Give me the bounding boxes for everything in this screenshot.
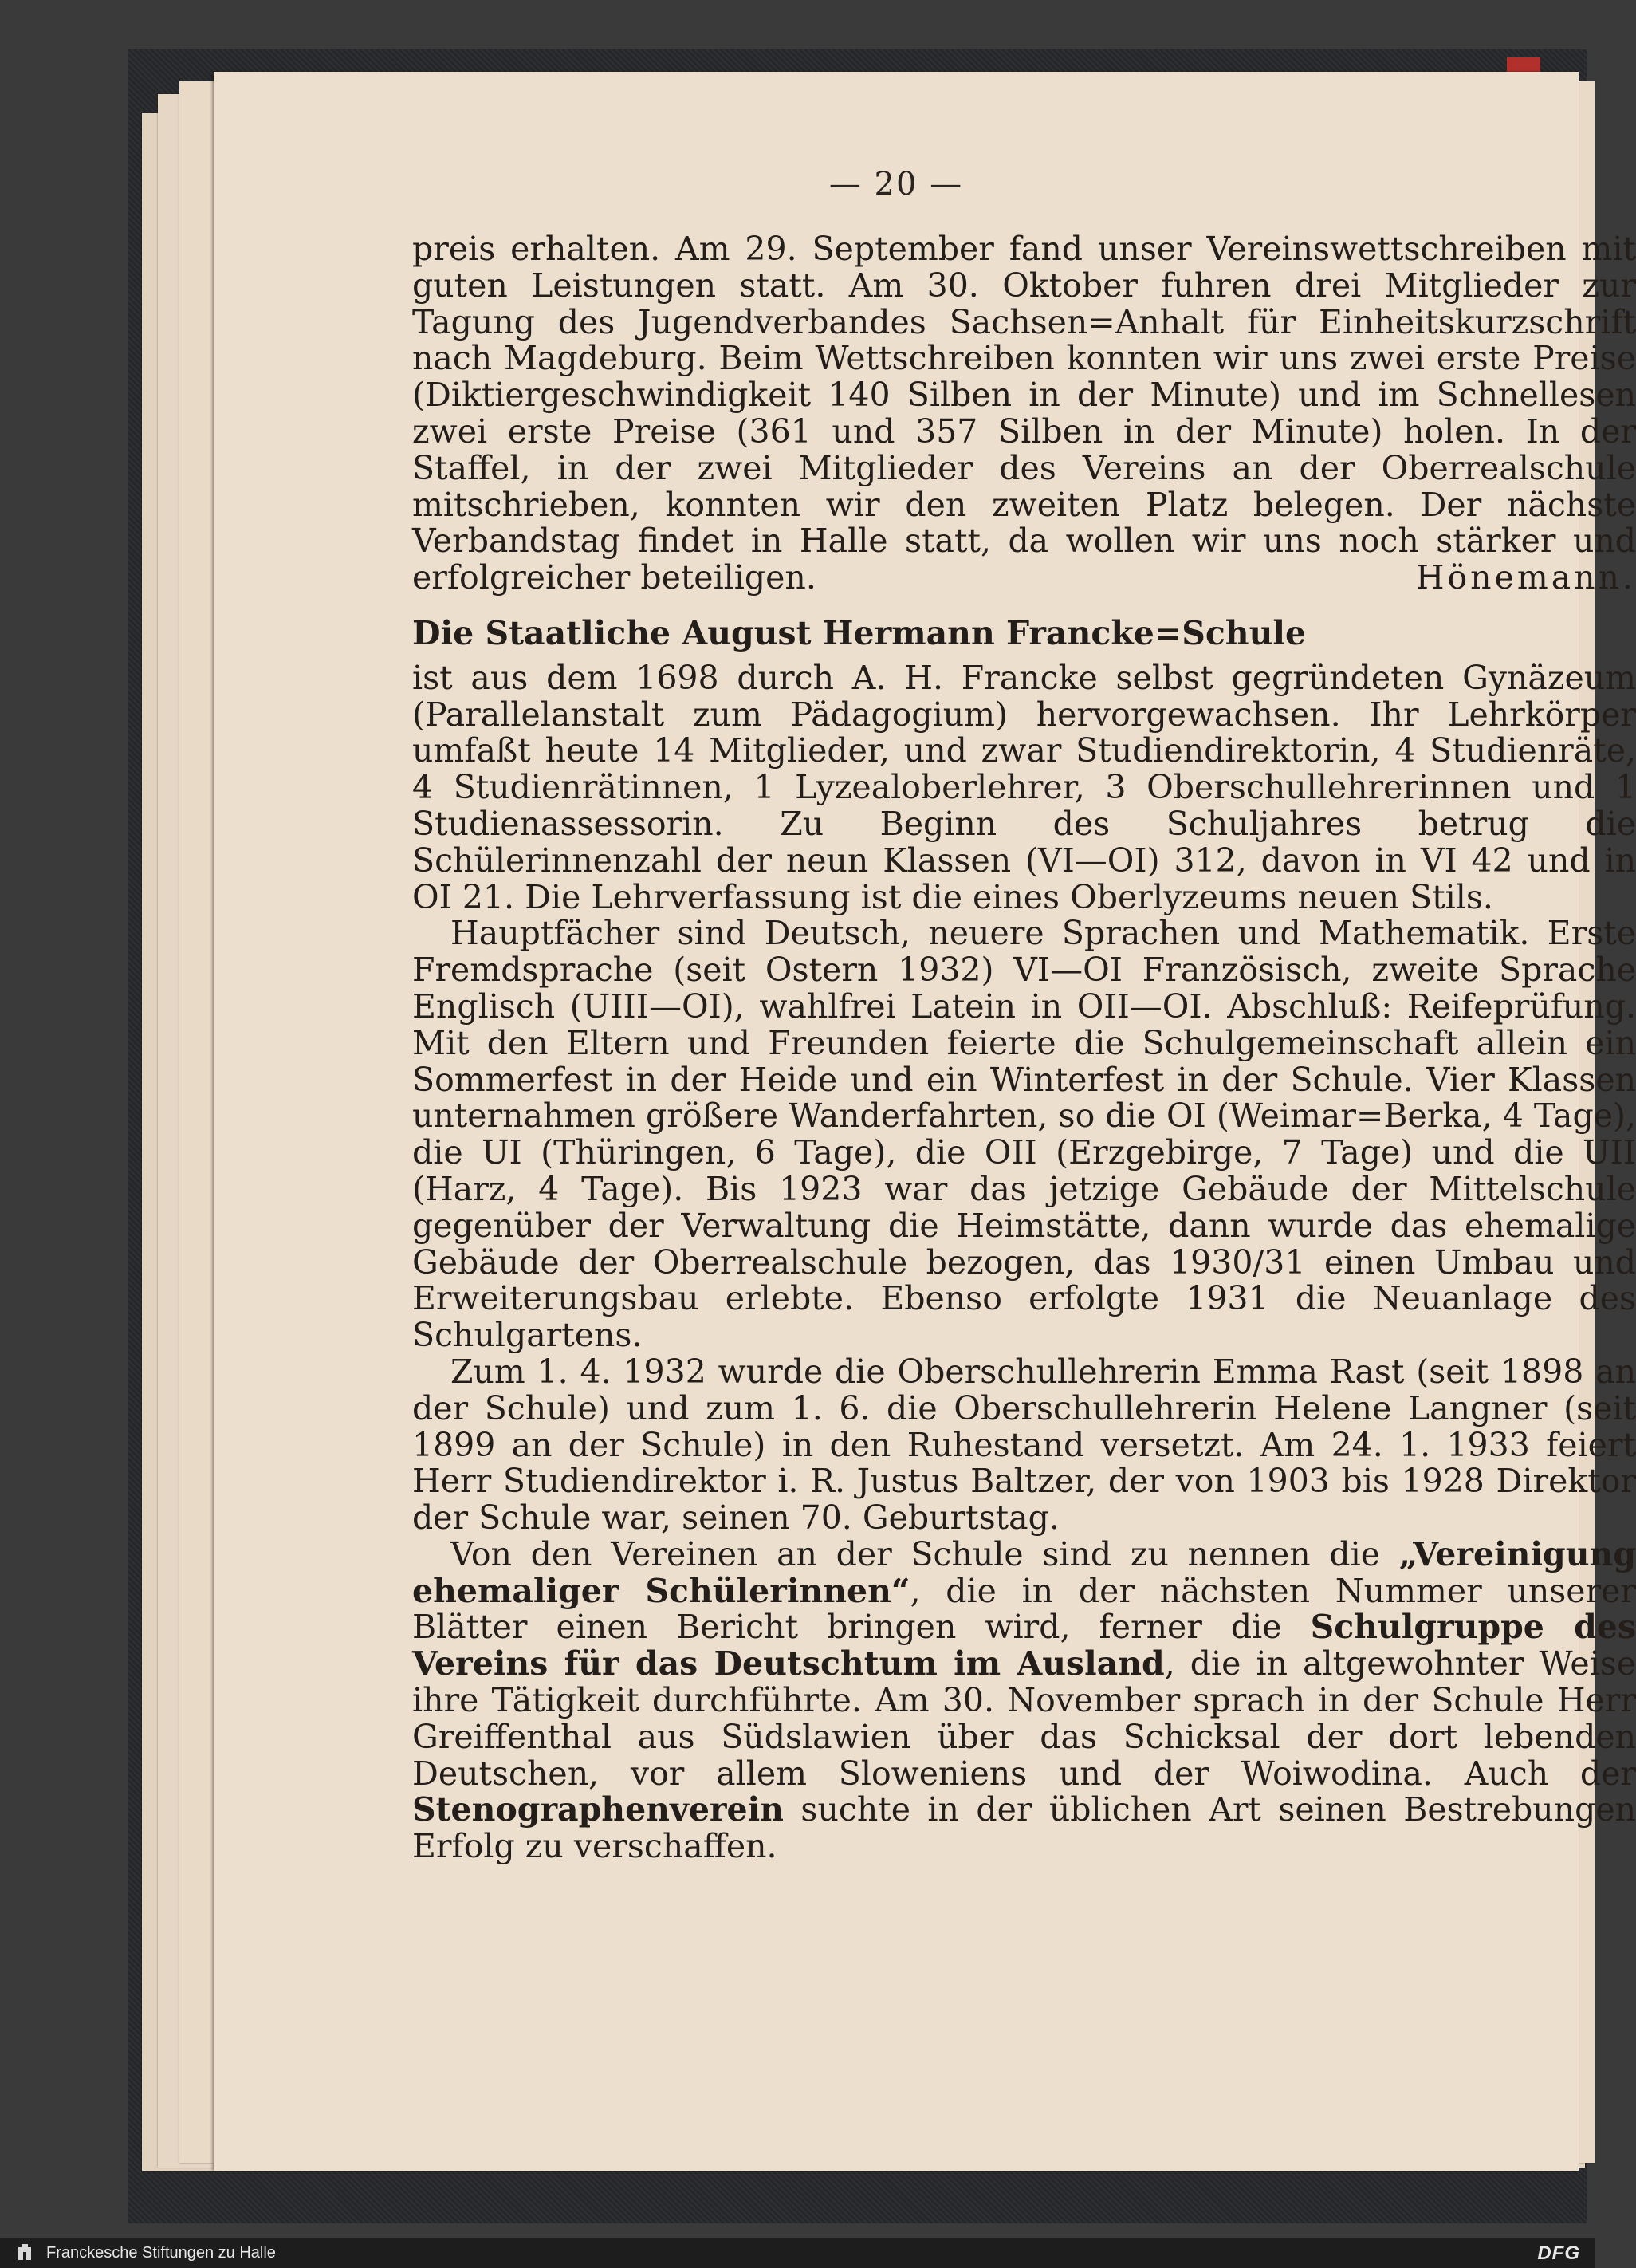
text-run: , die in der nächsten Nummer unserer Blätter einen Bericht bringen wird, ferner die (412, 1571, 1636, 1647)
paragraph (412, 1534, 1636, 1866)
page-number: — 20 — (828, 166, 964, 203)
dfg-logo: DFG (1537, 2242, 1580, 2264)
page-body (412, 231, 1636, 1865)
text-run: , die in altgewohnter Weise ihre Tätigkeit durchführte. Am 30. November sprach in der Schule Herr Greiffenthal aus Südslawien über das Schicksal der dort lebenden Deutschen, vor allem Sloweniens und der Woiwodina. Auch der (412, 1644, 1636, 1793)
paragraph (412, 231, 1636, 597)
bold-term: „Vereinigung ehemaliger Schülerinnen“ (412, 1534, 1636, 1610)
paragraph: ist aus dem 1698 durch A. H. Francke selbst gegründeten Gynäzeum (Parallelanstalt zum Pädagogium) hervorgewachsen. Ihr Lehrkörper umfaßt heute 14 Mitglieder, und zwar Studiendirektorin, 4 Studienräte, 4 Studienrätinnen, 1 Lyzealoberlehrer, 3 Oberschullehrerinnen und 1 Studienassessorin. Zu Beginn des Schuljahres betrug die Schülerinnenzahl der neun Klassen (VI—OI) 312, davon in VI 42 und in OI 21. Die Lehrverfassung ist die eines Oberlyzeums neuen Stils. (412, 658, 1636, 916)
institution-name: Franckesche Stiftungen zu Halle (46, 2244, 276, 2262)
crest-icon (14, 2242, 35, 2263)
bold-term: Stenographenverein (412, 1790, 784, 1829)
text-run: Von den Vereinen an der Schule sind zu nennen die (450, 1534, 1399, 1573)
section-heading: Die Staatliche August Hermann Francke=Schule (412, 613, 1307, 652)
paragraph: Zum 1. 4. 1932 wurde die Oberschullehrerin Emma Rast (seit 1898 an der Schule) und zum 1. 6. die Oberschullehrerin Helene Langner (seit 1899 an der Schule) in den Ruhestand versetzt. Am 24. 1. 1933 feiert Herr Studiendirektor i. R. Justus Baltzer, der von 1903 bis 1928 Direktor der Schule war, seinen 70. Geburtstag. (412, 1352, 1636, 1538)
bold-term: Schulgruppe des Vereins für das Deutschtum im Ausland (412, 1608, 1636, 1683)
signature: Hönemann. (1415, 558, 1636, 597)
document-page (214, 72, 1636, 2171)
paragraph-text: preis erhalten. Am 29. September fand unser Vereinswettschreiben mit guten Leistungen statt. Am 30. Oktober fuhren drei Mitglieder zur Tagung des Jugendverbandes Sachsen=Anhalt für Einheitskurzschrift nach Magdeburg. Beim Wettschreiben konnten wir uns zwei erste Preise (Diktiergeschwindigkeit 140 Silben in der Minute) und im Schnellesen zwei erste Preise (361 und 357 Silben in der Minute) holen. In der Staffel, in der zwei Mitglieder des Vereins an der Oberrealschule mitschrieben, konnten wir den zweiten Platz belegen. Der nächste Verbandstag findet in Halle statt, da wollen wir uns noch stärker und erfolgreicher beteiligen. (412, 230, 1636, 597)
text-run: suchte in der üblichen Art seinen Bestrebungen Erfolg zu verschaffen. (412, 1790, 1636, 1866)
paragraph: Hauptfächer sind Deutsch, neuere Sprachen und Mathematik. Erste Fremdsprache (seit Ostern 1932) VI—OI Französisch, zweite Sprache Englisch (UIII—OI), wahlfrei Latein in OII—OI. Abschluß: Reifeprüfung. Mit den Eltern und Freunden feierte die Schulgemeinschaft allein ein Sommerfest in der Heide und ein Winterfest in der Schule. Vier Klassen unternahmen größere Wanderfahrten, so die OI (Weimar=Berka, 4 Tage), die UI (Thüringen, 6 Tage), die OII (Erzgebirge, 7 Tage) und die UII (Harz, 4 Tage). Bis 1923 war das jetzige Gebäude der Mittelschule gegenüber der Verwaltung die Heimstätte, dann wurde das ehemalige Gebäude der Oberrealschule bezogen, das 1930/31 einen Umbau und Erweiterungsbau erlebte. Ebenso erfolgte 1931 die Neuanlage des Schulgartens. (412, 914, 1636, 1355)
viewer-footer (0, 2238, 1595, 2268)
